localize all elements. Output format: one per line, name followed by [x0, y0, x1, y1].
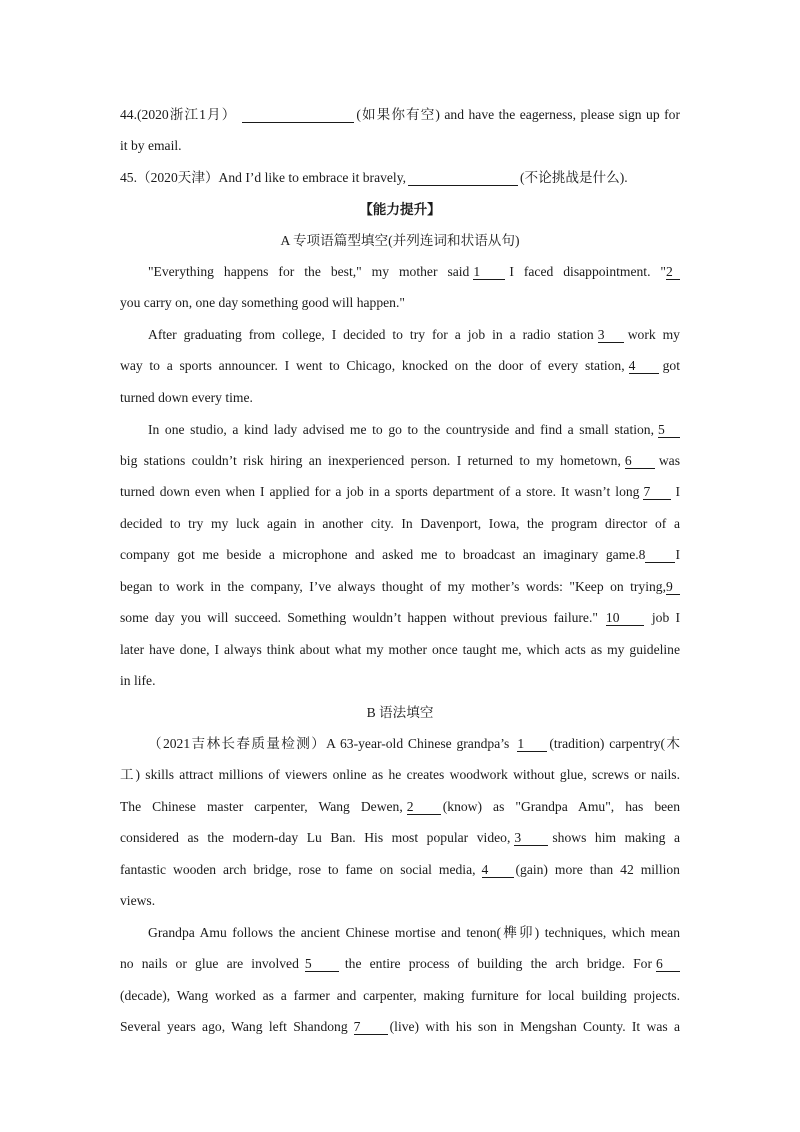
question-44-line-1: 44.(2020浙江1月） (如果你有空) and have the eagerness, please sign up for: [120, 107, 680, 122]
part-a-p3-line-1: In one studio, a kind lady advised me to go to the countryside and find a small station, 5: [120, 420, 680, 440]
part-a-p3-line-5: company got me beside a microphone and asked me to broadcast an imaginary game.8 I: [120, 547, 680, 562]
part-a-p3-line-6: began to work in the company, I’ve always thought of my mother’s words: "Keep on trying,9: [120, 577, 680, 597]
part-b-p2-line-4: Several years ago, Wang left Shandong 7 (live) with his son in Mengshan County. It was a: [120, 1019, 681, 1034]
part-b-p1-line-1: （2021吉林长春质量检测）A 63-year-old Chinese grandpa’s 1 (tradition) carpentry(木: [148, 736, 680, 751]
part-a-p3-line-8: later have done, I always think about what my mother once taught me, which acts as my guideline: [120, 642, 680, 657]
part-b-blank-2[interactable]: 2: [407, 800, 441, 815]
part-b-title: B 语法填空: [366, 705, 434, 720]
part-a-title: A 专项语篇型填空(并列连词和状语从句): [280, 233, 520, 248]
part-b-p1-line-4: considered as the modern-day Lu Ban. His most popular video, 3 shows him making a: [120, 830, 680, 845]
part-a-p2-line-3: turned down every time.: [120, 390, 253, 405]
part-b-blank-4[interactable]: 4: [482, 863, 514, 878]
answer-blank-45[interactable]: [408, 171, 518, 186]
part-b-p2-line-2: no nails or glue are involved 5 the entire process of building the arch bridge. For 6: [120, 954, 680, 974]
part-a-p2-line-2: way to a sports announcer. I went to Chicago, knocked on the door of every station, 4 got: [120, 358, 680, 373]
part-b-p1-line-6: views.: [120, 893, 156, 908]
part-a-p3-line-9: in life.: [120, 673, 156, 688]
part-a-blank-8[interactable]: [645, 548, 675, 563]
part-b-p1-line-3: The Chinese master carpenter, Wang Dewen, 2 (know) as "Grandpa Amu", has been: [120, 799, 680, 814]
part-b-p2-line-1: Grandpa Amu follows the ancient Chinese mortise and tenon(榫卯) techniques, which mean: [148, 925, 680, 940]
part-a-blank-2[interactable]: 2: [666, 265, 680, 280]
part-a-p3-line-3: turned down even when I applied for a job in a sports department of a store. It wasn’t long 7 I: [120, 484, 680, 499]
part-b-blank-3[interactable]: 3: [514, 831, 548, 846]
question-45-line: 45.（2020天津）And I’d like to embrace it bravely, (不论挑战是什么).: [120, 170, 628, 185]
part-a-p2-line-1: After graduating from college, I decided to try for a job in a radio station 3 work my: [148, 327, 680, 342]
part-b-blank-5[interactable]: 5: [305, 957, 339, 972]
part-b-p1-line-5: fantastic wooden arch bridge, rose to fame on social media, 4 (gain) more than 42 million: [120, 862, 680, 877]
part-a-blank-1[interactable]: 1: [473, 265, 505, 280]
part-b-p2-line-3: (decade), Wang worked as a farmer and carpenter, making furniture for local building projects.: [120, 988, 680, 1003]
part-a-blank-9[interactable]: 9: [666, 580, 680, 595]
answer-blank-44[interactable]: [242, 108, 354, 123]
part-b-blank-1[interactable]: 1: [517, 737, 547, 752]
part-a-blank-5[interactable]: 5: [658, 423, 680, 438]
part-a-blank-6[interactable]: 6: [625, 454, 655, 469]
part-a-blank-4[interactable]: 4: [629, 359, 659, 374]
part-b-p1-line-2: 工) skills attract millions of viewers online as he creates woodwork without glue, screws or nails.: [120, 767, 680, 782]
part-b-blank-7[interactable]: 7: [354, 1020, 388, 1035]
part-a-p3-line-2: big stations couldn’t risk hiring an inexperienced person. I returned to my hometown, 6 was: [120, 453, 680, 468]
part-a-p3-line-7: some day you will succeed. Something wouldn’t happen without previous failure." 10 job I: [120, 610, 680, 625]
part-a-p1-line-1: "Everything happens for the best," my mother said 1 I faced disappointment. "2: [120, 262, 680, 282]
part-a-blank-10[interactable]: 10: [606, 611, 644, 626]
part-a-p3-line-4: decided to try my luck again in another city. In Davenport, Iowa, the program director of a: [120, 516, 680, 531]
part-a-blank-3[interactable]: 3: [598, 328, 624, 343]
part-a-blank-7[interactable]: 7: [643, 485, 671, 500]
part-b-blank-6[interactable]: 6: [656, 957, 680, 972]
question-44-line-2: it by email.: [120, 138, 182, 153]
section-title: 【能力提升】: [359, 202, 441, 217]
part-a-blank-8-number: 8: [638, 547, 646, 562]
part-a-p1-line-2: you carry on, one day something good will happen.": [120, 295, 405, 310]
